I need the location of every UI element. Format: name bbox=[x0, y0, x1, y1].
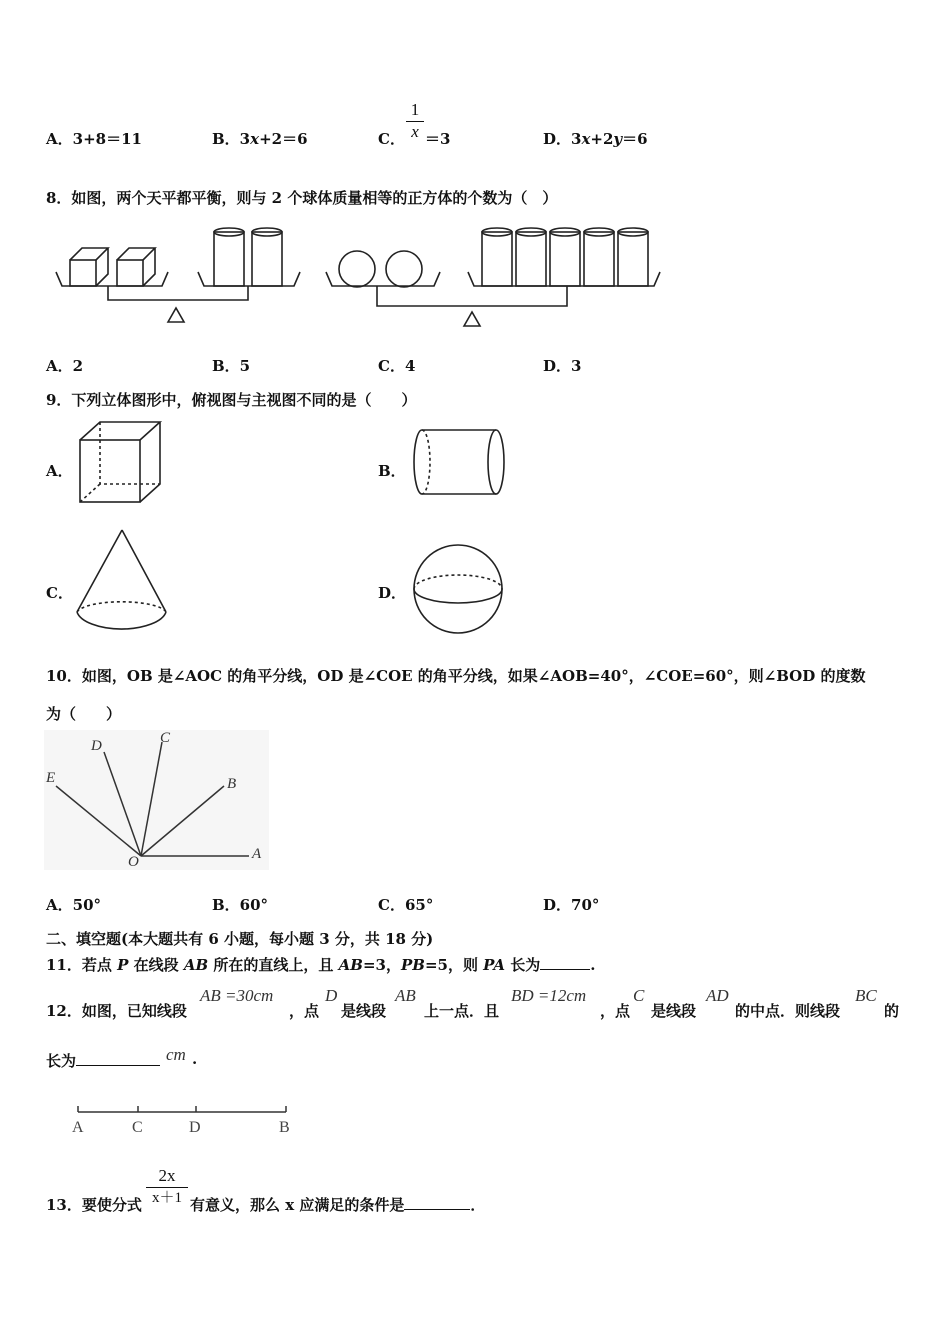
q12-label-d: D bbox=[189, 1119, 201, 1136]
q12-text-6: 是线段 bbox=[651, 1002, 697, 1020]
q7-option-a: A．3+8＝11 bbox=[46, 130, 142, 148]
q10-label-a: A bbox=[252, 846, 262, 862]
q8-balance-figure-1 bbox=[50, 220, 310, 330]
q10-label-d: D bbox=[91, 738, 102, 754]
q9-label-d: D． bbox=[378, 584, 407, 602]
q12-math-d: D bbox=[325, 986, 338, 1005]
q12-text-3: 是线段 bbox=[341, 1002, 387, 1020]
q10-angle-figure bbox=[44, 730, 269, 870]
q10-option-c: C．65° bbox=[378, 896, 434, 914]
q12-text-2: ，点 bbox=[289, 1002, 320, 1020]
q9-label-c: C． bbox=[46, 584, 73, 602]
q12-text-4: 上一点．且 bbox=[424, 1002, 500, 1020]
q8-question: 8．如图，两个天平都平衡，则与 2 个球体质量相等的正方体的个数为（ ） bbox=[46, 189, 558, 207]
q10-option-a: A．50° bbox=[46, 896, 102, 914]
q8-option-d: D．3 bbox=[543, 357, 582, 375]
q12-segment-figure bbox=[70, 1100, 300, 1120]
q8-option-b: B．5 bbox=[212, 357, 251, 375]
q10-label-o: O bbox=[128, 854, 139, 870]
q10-question-line1: 10．如图，OB 是∠AOC 的角平分线，OD 是∠COE 的角平分线，如果∠AOB=40°，∠COE=60°，则∠BOD 的度数 bbox=[46, 667, 866, 685]
q12-label-b: B bbox=[279, 1119, 290, 1136]
q10-label-e: E bbox=[46, 770, 56, 786]
q13-fraction: 2x x＋1 bbox=[146, 1166, 188, 1207]
q8-option-a: A．2 bbox=[46, 357, 84, 375]
q9-cylinder-figure bbox=[410, 428, 506, 498]
q9-sphere-figure bbox=[412, 543, 504, 635]
q10-label-c: C bbox=[160, 730, 171, 746]
q9-label-b: B． bbox=[378, 462, 406, 480]
q7-option-c-rhs: ＝3 bbox=[425, 130, 451, 148]
q7-option-b: B．3x+2＝6 bbox=[212, 130, 308, 148]
q12-label-c: C bbox=[132, 1119, 143, 1136]
q10-option-d: D．70° bbox=[543, 896, 600, 914]
q12-period: . bbox=[192, 1050, 198, 1068]
q9-cube-figure bbox=[78, 420, 164, 506]
q12-math-ab30: AB =30cm bbox=[200, 986, 274, 1005]
q10-question-line2: 为（ ） bbox=[46, 705, 122, 723]
q7-option-c-label: C． bbox=[378, 130, 405, 148]
q12-math-bc: BC bbox=[855, 986, 877, 1005]
section-2-heading: 二、填空题(本大题共有 6 小题，每小题 3 分，共 18 分) bbox=[46, 930, 434, 948]
q12-answer-blank[interactable] bbox=[76, 1051, 160, 1066]
q10-option-b: B．60° bbox=[212, 896, 269, 914]
q13-answer-blank[interactable] bbox=[404, 1195, 470, 1210]
q12-text-1: 12．如图，已知线段 bbox=[46, 1002, 187, 1020]
q12-label-a: A bbox=[72, 1119, 84, 1136]
q12-text-5: ，点 bbox=[600, 1002, 631, 1020]
q13-text-2: 有意义，那么 x 应满足的条件是 ． bbox=[190, 1196, 486, 1214]
q11-answer-blank[interactable] bbox=[540, 955, 590, 970]
q7-option-d: D．3x+2y＝6 bbox=[543, 130, 648, 148]
q12-math-ab: AB bbox=[395, 986, 416, 1005]
q9-question: 9．下列立体图形中，俯视图与主视图不同的是（ ） bbox=[46, 391, 417, 409]
q9-cone-figure bbox=[74, 528, 170, 638]
q12-text-7: 的中点．则线段 bbox=[735, 1002, 841, 1020]
q12-text-8: 的 bbox=[884, 1002, 900, 1020]
q8-option-c: C．4 bbox=[378, 357, 416, 375]
q9-label-a: A． bbox=[46, 462, 73, 480]
q11-question: 11．若点 P 在线段 AB 所在的直线上，且 AB=3，PB=5，则 PA 长为 . bbox=[46, 956, 596, 974]
q8-balance-figure-2 bbox=[322, 220, 667, 330]
q13-text-1: 13．要使分式 bbox=[46, 1196, 142, 1214]
q12-line2: 长为 bbox=[46, 1050, 160, 1071]
q12-math-ad: AD bbox=[706, 986, 729, 1005]
q12-math-c: C bbox=[633, 986, 645, 1005]
q12-unit-cm: cm bbox=[166, 1045, 186, 1064]
q7-option-c-fraction: 1 x bbox=[404, 100, 426, 141]
q12-math-bd12: BD =12cm bbox=[511, 986, 587, 1005]
q10-label-b: B bbox=[227, 776, 237, 792]
